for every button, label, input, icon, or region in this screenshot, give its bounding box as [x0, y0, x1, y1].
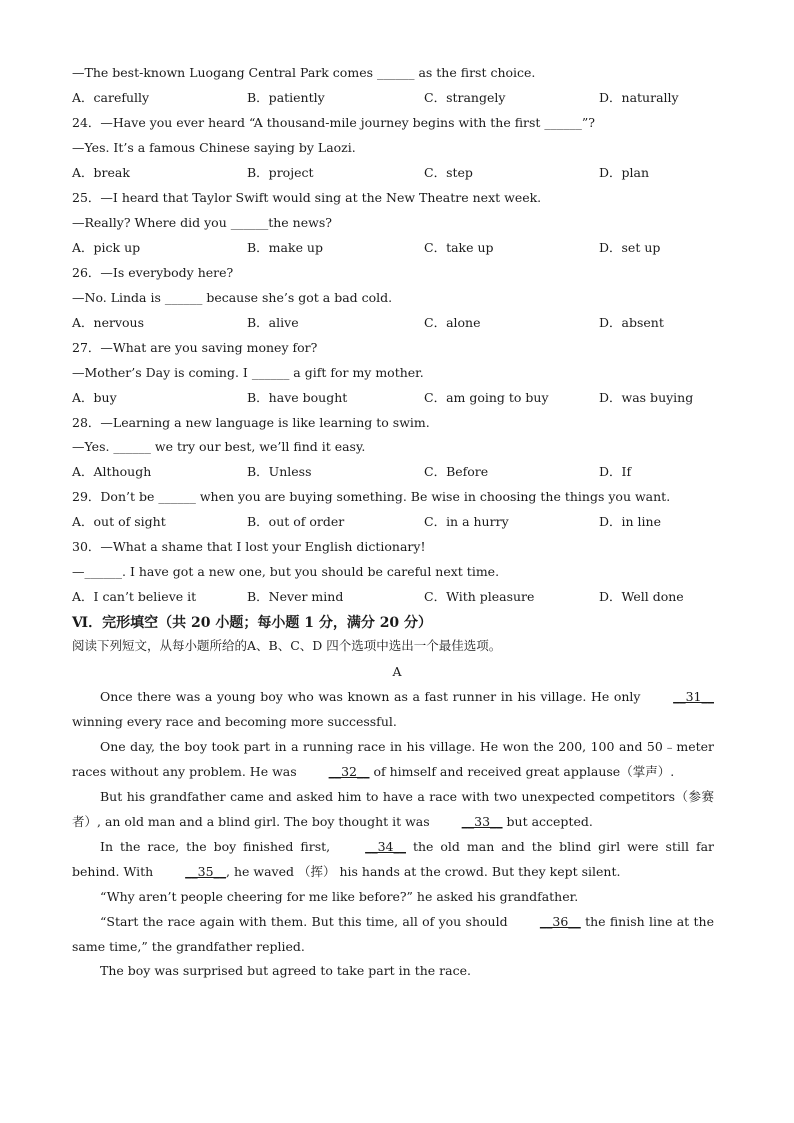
q25-option-a: A．pick up [72, 240, 141, 255]
q30-option-d: D．Well done [599, 589, 684, 604]
blank-34: __34__ [365, 839, 406, 854]
passage-paragraph-5 [72, 884, 714, 909]
q29-option-c: C．in a hurry [424, 514, 509, 529]
q30-option-b: B．Never mind [247, 589, 344, 604]
q26-option-a: A．nervous [72, 315, 145, 330]
q25-option-b: B．make up [247, 240, 323, 255]
passage-text: But his grandfather came and asked him to have a race with two unexpected competitors（参赛者）, an old man and a blind girl. The boy thought it was [72, 789, 714, 829]
q27-option-d: D．was buying [599, 390, 694, 405]
q27-option-c: C．am going to buy [424, 390, 549, 405]
passage-text: “Start the race again with them. But this time, all of you should [100, 914, 512, 929]
passage-paragraph-7 [72, 958, 714, 983]
passage-text: The boy was surprised but agreed to take part in the race. [100, 963, 471, 978]
passage-text: the finish line at the same time,” the grandfather replied. [72, 914, 714, 954]
blank-33: __33__ [461, 814, 503, 829]
q29-option-d: D．in line [599, 514, 661, 529]
q23-options [72, 90, 732, 106]
q26-option-d: D．absent [599, 315, 664, 330]
q25-stem: 25．—I heard that Taylor Swift would sing at the New Theatre next week. [72, 190, 542, 205]
q23-option-b: B．patiently [247, 90, 325, 105]
q25-option-d: D．set up [599, 240, 661, 255]
q25-options [72, 240, 732, 256]
passage-paragraph-6 [72, 909, 714, 959]
q29-options [72, 514, 732, 530]
q27-stem: 27．—What are you saving money for? [72, 340, 318, 355]
q29-option-b: B．out of order [247, 514, 345, 529]
blank-32: __32__ [328, 764, 370, 779]
blank-35: __35__ [185, 864, 227, 879]
passage-text: “Why aren’t people cheering for me like before?” he asked his grandfather. [100, 889, 579, 904]
q25-reply: —Really? Where did you ______the news? [72, 215, 332, 230]
q24-option-a: A．break [72, 165, 130, 180]
q23-option-c: C．strangely [424, 90, 506, 105]
section-instruction: 阅读下列短文，从每小题所给的A、B、C、D 四个选项中选出一个最佳选项。 [72, 638, 502, 653]
passage-text: winning every race and becoming more successful. [72, 714, 397, 729]
q24-options [72, 165, 732, 181]
q30-option-a: A．I can’t believe it [72, 589, 197, 604]
passage-text: In the race, the boy finished first, [100, 839, 338, 854]
passage-label: A [392, 664, 402, 679]
q26-options [72, 315, 732, 331]
passage-text: , he waved （挥） his hands at the crowd. But they kept silent. [226, 864, 621, 879]
q28-stem: 28．—Learning a new language is like learning to swim. [72, 415, 430, 430]
q27-option-a: A．buy [72, 390, 117, 405]
passage-text: One day, the boy took part in a running race in his village. He won the 200, 100 and 50﹣meter races without any problem. He was [72, 739, 714, 779]
passage-text: of himself and received great applause（掌声）. [369, 764, 675, 779]
blank-31: __31__ [673, 689, 714, 704]
q24-option-d: D．plan [599, 165, 650, 180]
passage-paragraph-3 [72, 784, 714, 834]
q28-option-a: A．Although [72, 464, 152, 479]
passage-text: Once there was a young boy who was known as a fast runner in his village. He only [100, 689, 646, 704]
q29-stem: 29．Don’t be ______ when you are buying something. Be wise in choosing the things you want. [72, 489, 671, 504]
q30-options [72, 589, 732, 605]
q23-option-d: D．naturally [599, 90, 679, 105]
q30-option-c: C．With pleasure [424, 589, 535, 604]
q28-reply: —Yes. ______ we try our best, we’ll find it easy. [72, 439, 366, 454]
q24-option-b: B．project [247, 165, 314, 180]
q26-stem: 26．—Is everybody here? [72, 265, 234, 280]
q28-option-b: B．Unless [247, 464, 312, 479]
q29-option-a: A．out of sight [72, 514, 166, 529]
q30-stem: 30．—What a shame that I lost your English dictionary! [72, 539, 426, 554]
q24-reply: —Yes. It’s a famous Chinese saying by Laozi. [72, 140, 356, 155]
q27-reply: —Mother’s Day is coming. I ______ a gift for my mother. [72, 365, 424, 380]
q27-options [72, 390, 732, 406]
blank-36: __36__ [539, 914, 581, 929]
q26-option-b: B．alive [247, 315, 299, 330]
q30-reply: —______. I have got a new one, but you should be careful next time. [72, 564, 500, 579]
section-title: Ⅵ．完形填空（共 20 小题；每小题 1 分，满分 20 分） [72, 615, 433, 631]
q23-option-a: A．carefully [72, 90, 150, 105]
q25-option-c: C．take up [424, 240, 494, 255]
q24-stem: 24．—Have you ever heard “A thousand-mile journey begins with the first ______”? [72, 115, 596, 130]
passage-paragraph-2 [72, 734, 714, 784]
passage-paragraph-4 [72, 834, 714, 884]
q23-reply: —The best-known Luogang Central Park comes ______ as the first choice. [72, 65, 536, 80]
q26-reply: —No. Linda is ______ because she’s got a bad cold. [72, 290, 393, 305]
q28-option-d: D．If [599, 464, 632, 479]
q28-options [72, 464, 732, 480]
q28-option-c: C．Before [424, 464, 489, 479]
passage-text: but accepted. [502, 814, 593, 829]
q27-option-b: B．have bought [247, 390, 348, 405]
q26-option-c: C．alone [424, 315, 481, 330]
passage-paragraph-1 [72, 684, 714, 734]
q24-option-c: C．step [424, 165, 473, 180]
passage-text: the old man and the blind girl were still far behind. With [72, 839, 715, 879]
